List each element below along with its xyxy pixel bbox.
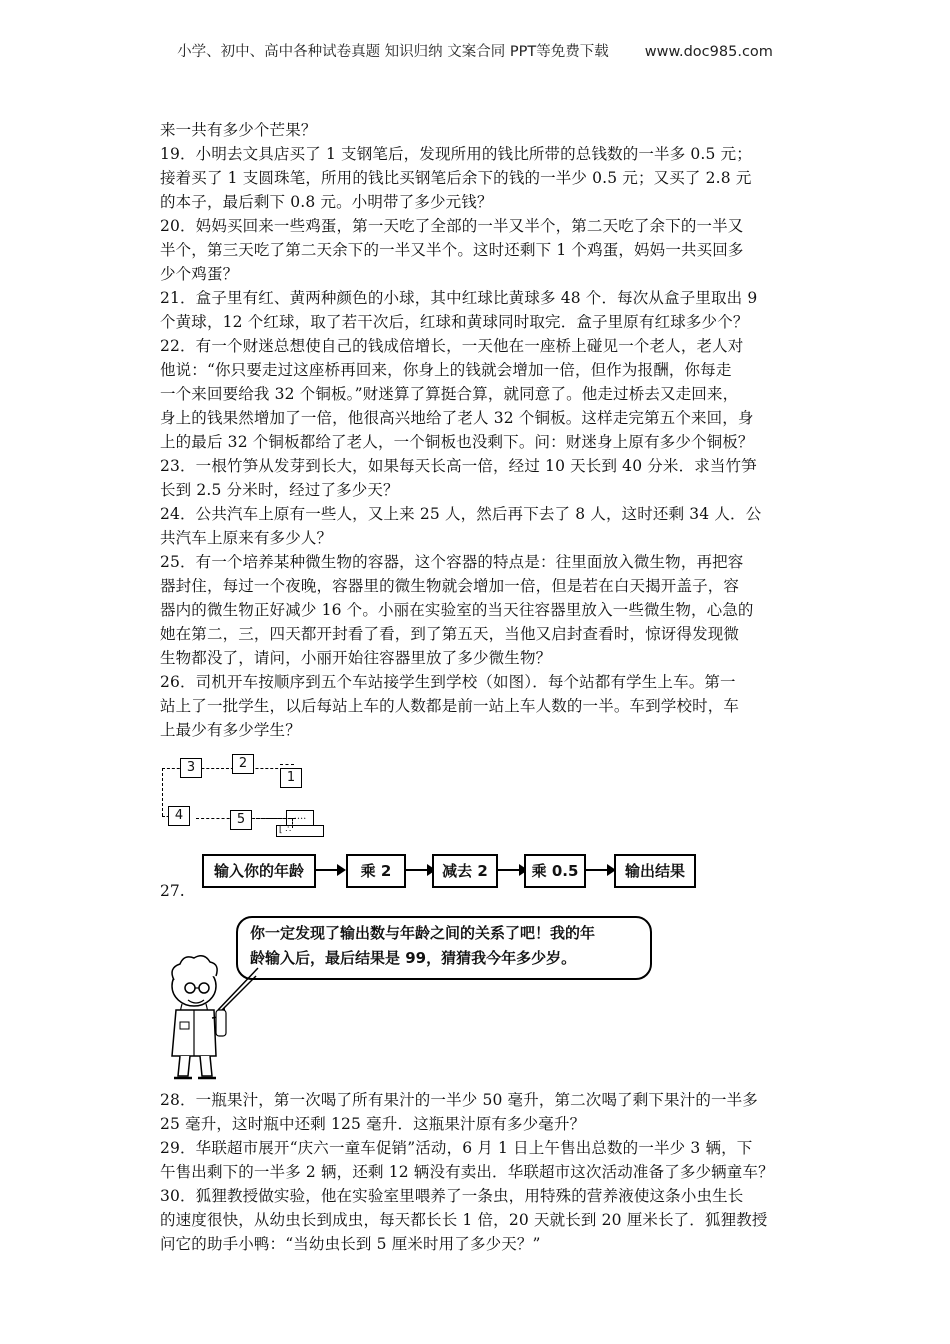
text-line: 24．公共汽车上原有一些人，又上来 25 人，然后再下去了 8 人，这时还剩 34 人．公 (160, 505, 762, 523)
school-building: .... (286, 810, 314, 825)
text-line: 一个来回要给我 32 个铜板。”财迷算了算挺合算，就同意了。他走过桥去又走回来， (160, 385, 739, 403)
q27-illustration (160, 912, 796, 1088)
header-url: www.doc985.com (644, 44, 773, 60)
bus-stop-2: 2 (232, 754, 254, 774)
bus-stop-5: 5 (230, 810, 252, 830)
speech-bubble (236, 916, 652, 980)
text-line: 午售出剩下的一半多 2 辆，还剩 12 辆没有卖出．华联超市这次活动准备了多少辆童车？ (160, 1163, 774, 1181)
text-line: 接着买了 1 支圆珠笔，所用的钱比买钢笔后余下的钱的一半少 0.5 元；又买了 2.8 元 (160, 169, 752, 187)
text-line: 21．盒子里有红、黄两种颜色的小球，其中红球比黄球多 48 个．每次从盒子里取出 9 (160, 289, 758, 307)
text-line: 长到 2.5 分米时，经过了多少天？ (160, 481, 399, 499)
text-line: 生物都没了，请问，小丽开始往容器里放了多少微生物？ (160, 649, 552, 667)
professor-icon (160, 952, 260, 1082)
text-line: 25．有一个培养某种微生物的容器，这个容器的特点是：往里面放入微生物，再把容 (160, 553, 744, 571)
text-line: 上的最后 32 个铜板都给了老人，一个铜板也没剩下。问：财迷身上原有多少个铜板？ (160, 433, 754, 451)
q27-number: 27. (160, 882, 185, 900)
flow-arrow-icon (498, 869, 520, 871)
text-line: 26．司机开车按顺序到五个车站接学生到学校（如图）．每个站都有学生上车。第一 (160, 673, 736, 691)
flow-step-input: 输入你的年龄 (202, 854, 316, 888)
text-line: 25 毫升，这时瓶中还剩 125 毫升．这瓶果汁原有多少毫升？ (160, 1115, 586, 1133)
text-line: 29．华联超市展开“庆六一童车促销”活动，6 月 1 日上午售出总数的一半少 3 辆，下 (160, 1139, 753, 1157)
text-line: 的本子，最后剩下 0.8 元。小明带了多少元钱？ (160, 193, 493, 211)
text-line: 来一共有多少个芒果？ (160, 121, 317, 139)
text-line: 22．有一个财迷总想使自己的钱成倍增长，一天他在一座桥上碰见一个老人，老人对 (160, 337, 744, 355)
flow-step-subtract-2: 减去 2 (432, 854, 498, 888)
text-line: 个黄球，12 个红球，取了若干次后，红球和黄球同时取完．盒子里原有红球多少个？ (160, 313, 749, 331)
text-line: 她在第二，三，四天都开封看了看，到了第五天，当他又启封查看时，惊讶得发现微 (160, 625, 740, 643)
q27-flowchart-row (160, 850, 796, 912)
bus-route-diagram (160, 748, 360, 846)
flow-step-multiply-2: 乘 2 (346, 854, 406, 888)
text-line: 身上的钱果然增加了一倍，他很高兴地给了老人 32 个铜板。这样走完第五个来回，身 (160, 409, 754, 427)
text-line: 问它的助手小鸭：“当幼虫长到 5 厘米时用了多少天？” (160, 1235, 541, 1253)
text-line: 的速度很快，从幼虫长到成虫，每天都长长 1 倍，20 天就长到 20 厘米长了．狐狸教授 (160, 1211, 768, 1229)
text-line: 器内的微生物正好减少 16 个。小丽在实验室的当天往容器里放入一些微生物，心急的 (160, 601, 754, 619)
flow-arrow-icon (406, 869, 428, 871)
text-line: 器封住，每过一个夜晚，容器里的微生物就会增加一倍，但是若在白天揭开盖子，容 (160, 577, 740, 595)
school-base: ⌊ ∴ (276, 825, 324, 837)
questions-19-26 (160, 118, 796, 742)
text-line: 半个，第三天吃了第二天余下的一半又半个。这时还剩下 1 个鸡蛋，妈妈一共买回多 (160, 241, 744, 259)
text-line: 20．妈妈买回来一些鸡蛋，第一天吃了全部的一半又半个，第二天吃了余下的一半又 (160, 217, 744, 235)
page-header (0, 40, 950, 61)
text-line: 上最少有多少学生？ (160, 721, 301, 739)
bubble-line: 你一定发现了输出数与年龄之间的关系了吧！我的年 (250, 924, 596, 942)
text-line: 他说：“你只要走过这座桥再回来，你身上的钱就会增加一倍，但作为报酬，你每走 (160, 361, 732, 379)
bus-stop-4: 4 (168, 806, 190, 826)
text-line: 共汽车上原来有多少人？ (160, 529, 333, 547)
bus-stop-3: 3 (180, 758, 202, 778)
text-line: 少个鸡蛋？ (160, 265, 239, 283)
questions-28-30 (160, 1088, 796, 1256)
header-text: 小学、初中、高中各种试卷真题 知识归纳 文案合同 PPT等免费下载 (177, 44, 609, 60)
text-line: 23．一根竹笋从发芽到长大，如果每天长高一倍，经过 10 天长到 40 分米．求当竹笋 (160, 457, 757, 475)
text-line: 30．狐狸教授做实验，他在实验室里喂养了一条虫，用特殊的营养液使这条小虫生长 (160, 1187, 744, 1205)
flow-step-multiply-half: 乘 0.5 (524, 854, 586, 888)
flow-arrow-icon (316, 869, 338, 871)
flow-arrow-icon (586, 869, 608, 871)
document-body (160, 118, 796, 1256)
text-line: 站上了一批学生，以后每站上车的人数都是前一站上车人数的一半。车到学校时，车 (160, 697, 740, 715)
bus-stop-1: 1 (280, 768, 302, 788)
bubble-line: 龄输入后，最后结果是 99，猜猜我今年多少岁。 (250, 949, 577, 967)
text-line: 28．一瓶果汁，第一次喝了所有果汁的一半少 50 毫升，第二次喝了剩下果汁的一半多 (160, 1091, 758, 1109)
flow-step-output: 输出结果 (614, 854, 696, 888)
text-line: 19．小明去文具店买了 1 支钢笔后，发现所用的钱比所带的总钱数的一半多 0.5 元； (160, 145, 752, 163)
